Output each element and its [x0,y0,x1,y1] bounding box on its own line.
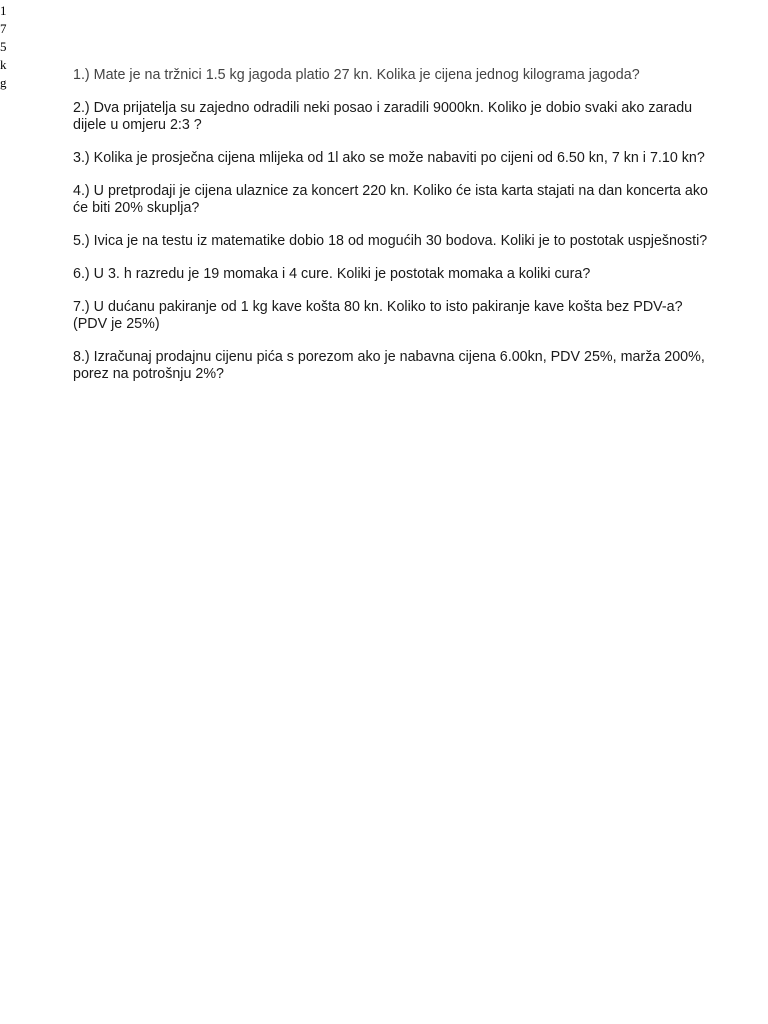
problem-3: 3.) Kolika je prosječna cijena mlijeka od 1l ako se može nabaviti po cijeni od 6.50 kn, 7 kn i 7.10 kn? [73,150,705,166]
margin-char: 7 [0,21,7,36]
problem-8: 8.) Izračunaj prodajnu cijenu pića s porezom ako je nabavna cijena 6.00kn, PDV 25%, marža 200%, porez na potrošnju 2%? [73,349,705,382]
problem-7: 7.) U dućanu pakiranje od 1 kg kave košta 80 kn. Koliko to isto pakiranje kave košta bez PDV-a? (PDV je 25%) [73,299,683,332]
problem-list [73,67,713,399]
problem-2: 2.) Dva prijatelja su zajedno odradili neki posao i zaradili 9000kn. Koliko je dobio svaki ako zaradu dijele u omjeru 2:3 ? [73,100,693,133]
margin-char: k [0,57,7,72]
problem-4: 4.) U pretprodaji je cijena ulaznice za koncert 220 kn. Koliko će ista karta stajati na dan koncerta ako će biti 20% skuplja? [73,183,708,216]
margin-char: 5 [0,39,7,54]
problem-6: 6.) U 3. h razredu je 19 momaka i 4 cure. Koliki je postotak momaka a koliki cura? [73,266,591,282]
margin-character-column [0,2,12,92]
margin-char: 1 [0,3,7,18]
problem-5: 5.) Ivica je na testu iz matematike dobio 18 od mogućih 30 bodova. Koliki je to postotak uspješnosti? [73,233,708,249]
problem-1: 1.) Mate je na tržnici 1.5 kg jagoda platio 27 kn. Kolika je cijena jednog kilograma jagoda? [73,67,640,83]
margin-char: g [0,75,7,90]
